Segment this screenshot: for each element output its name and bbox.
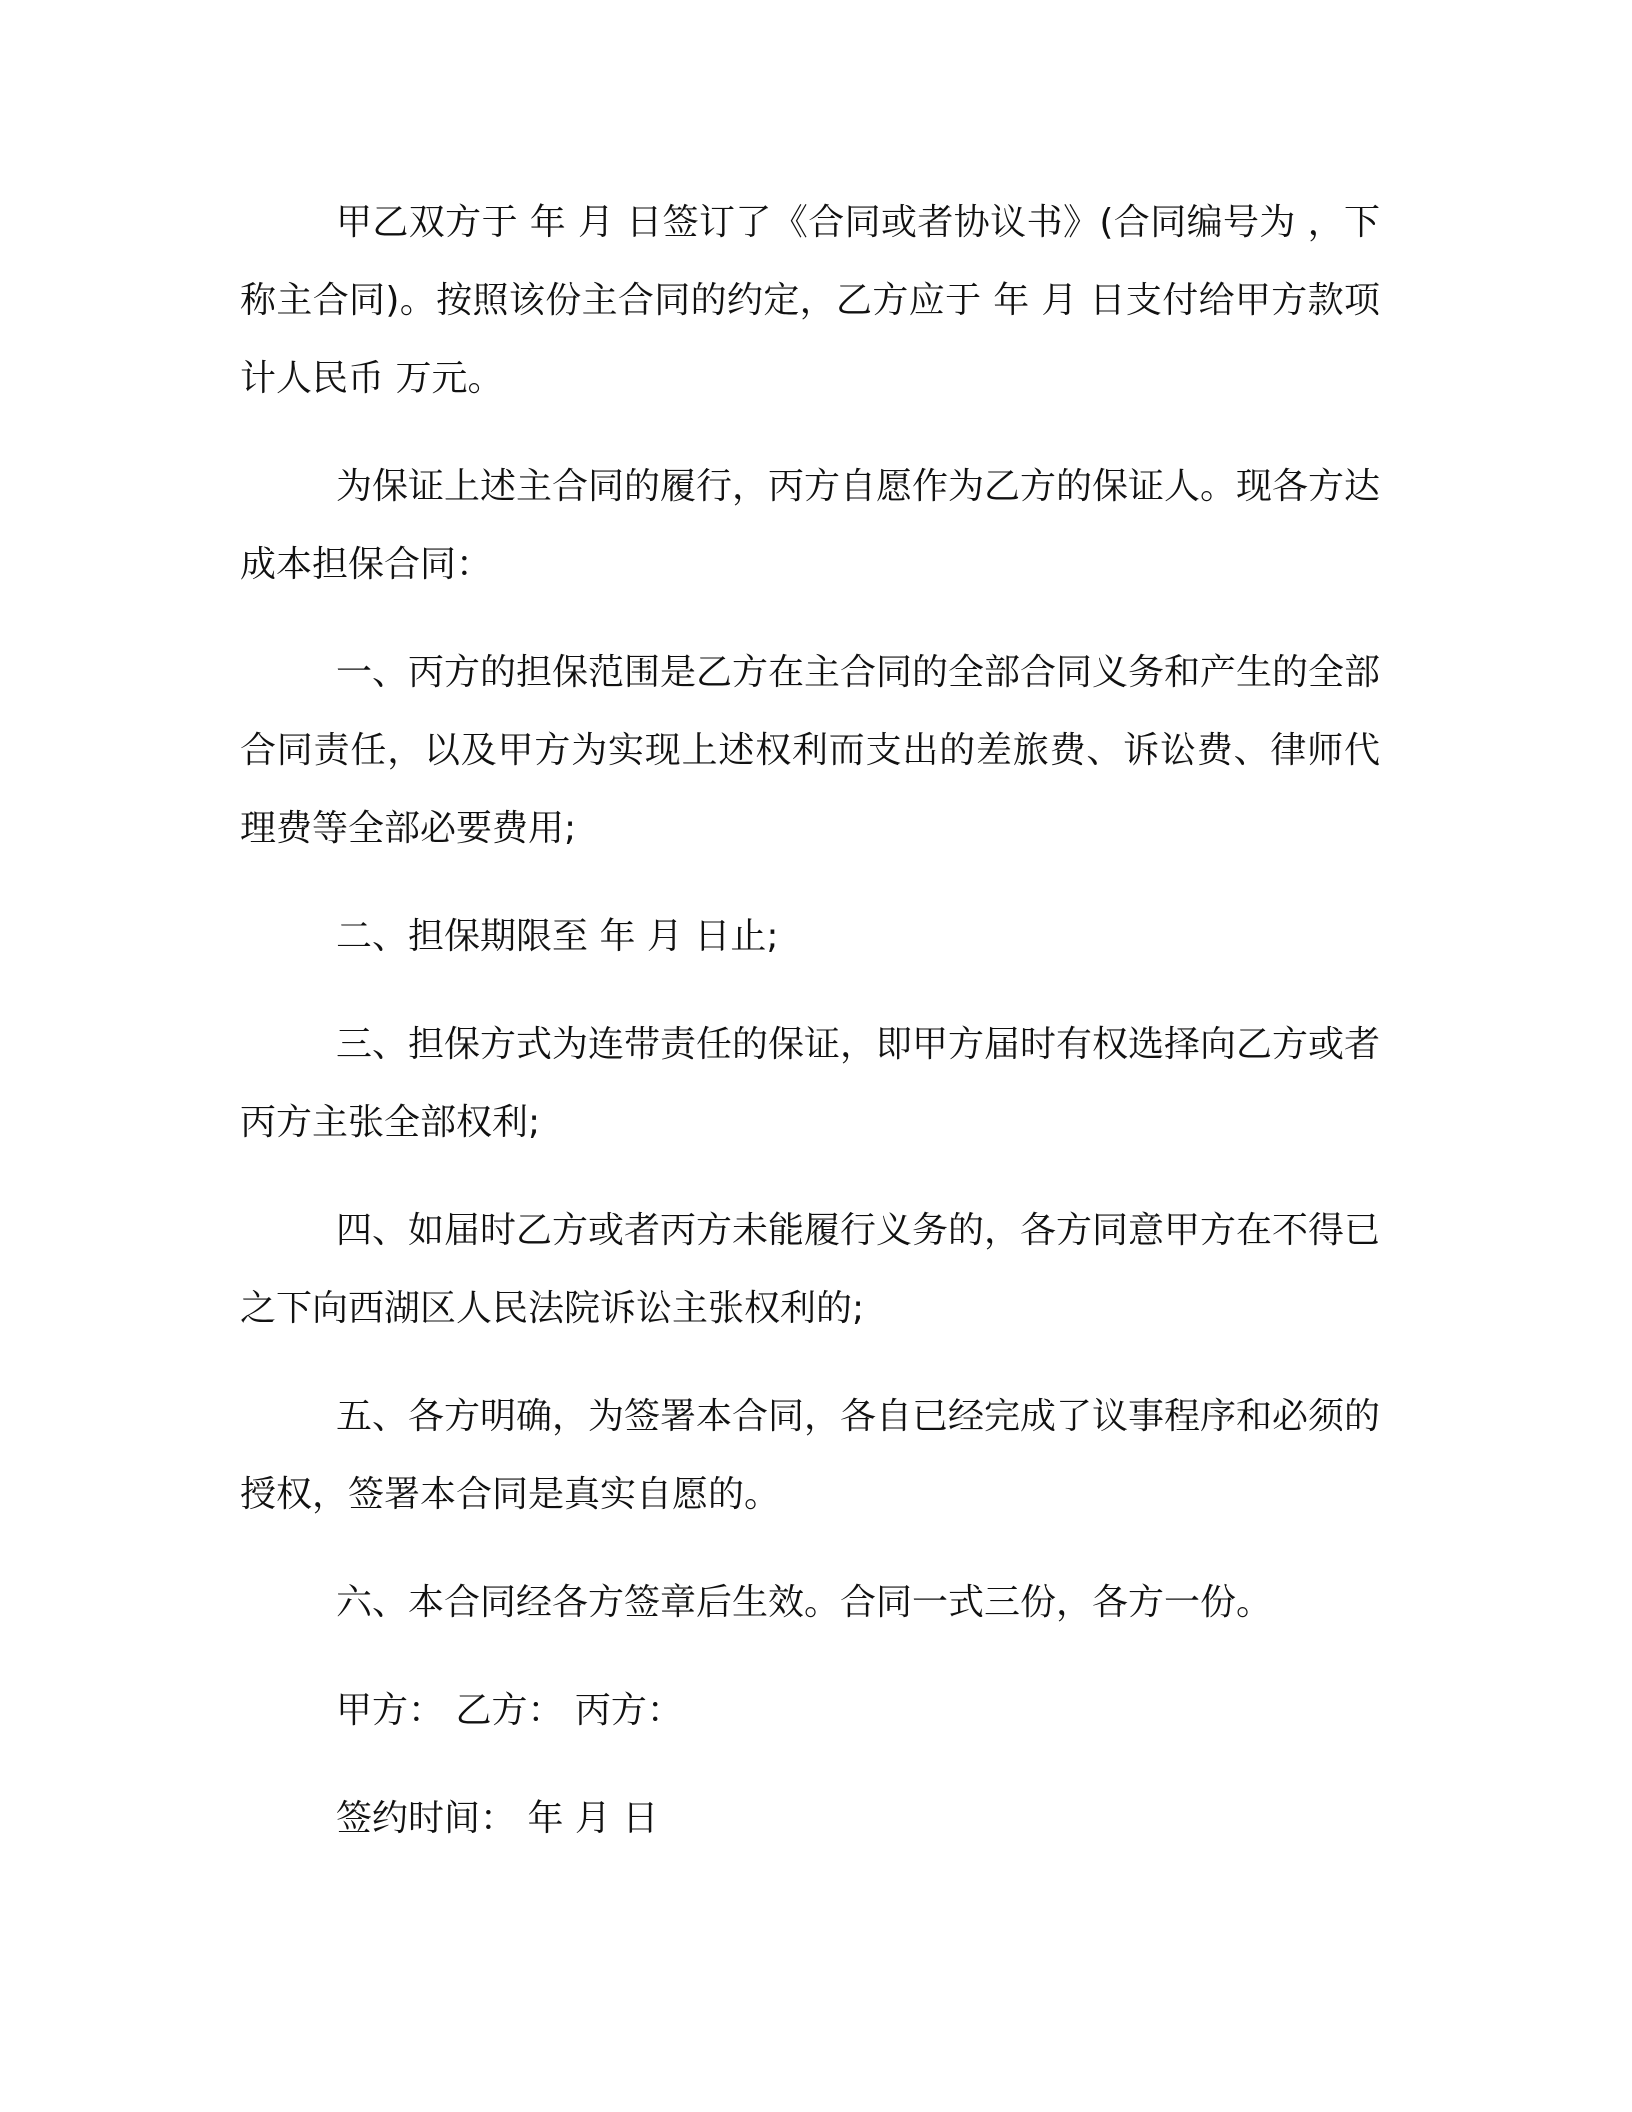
signing-date: 签约时间： 年 月 日: [336, 1798, 659, 1839]
paragraph-clause-1: 一、丙方的担保范围是乙方在主合同的全部合同义务和产生的全部合同责任，以及甲方为实现上述权利而支出的差旅费、诉讼费、律师代理费等全部必要费用;: [240, 652, 1381, 849]
paragraph-clause-6: 六、本合同经各方签章后生效。合同一式三份，各方一份。: [336, 1582, 1273, 1623]
paragraph-main-contract: 甲乙双方于 年 月 日签订了《合同或者协议书》(合同编号为 ，下称主合同)。按照该份主合同的约定，乙方应于 年 月 日支付给甲方款项计人民币 万元。: [240, 202, 1380, 399]
paragraph-clause-5: 五、各方明确，为签署本合同，各自已经完成了议事程序和必须的授权，签署本合同是真实自愿的。: [240, 1396, 1381, 1515]
signature-parties: 甲方： 乙方： 丙方：: [336, 1690, 683, 1731]
paragraph-clause-4: 四、如届时乙方或者丙方未能履行义务的，各方同意甲方在不得已之下向西湖区人民法院诉讼主张权利的;: [240, 1210, 1381, 1329]
paragraph-guarantee-purpose: 为保证上述主合同的履行，丙方自愿作为乙方的保证人。现各方达成本担保合同：: [240, 466, 1381, 585]
document-body: [240, 184, 1380, 1858]
paragraph-clause-2: 二、担保期限至 年 月 日止;: [336, 916, 779, 957]
paragraph-clause-3: 三、担保方式为连带责任的保证，即甲方届时有权选择向乙方或者丙方主张全部权利;: [240, 1024, 1381, 1143]
